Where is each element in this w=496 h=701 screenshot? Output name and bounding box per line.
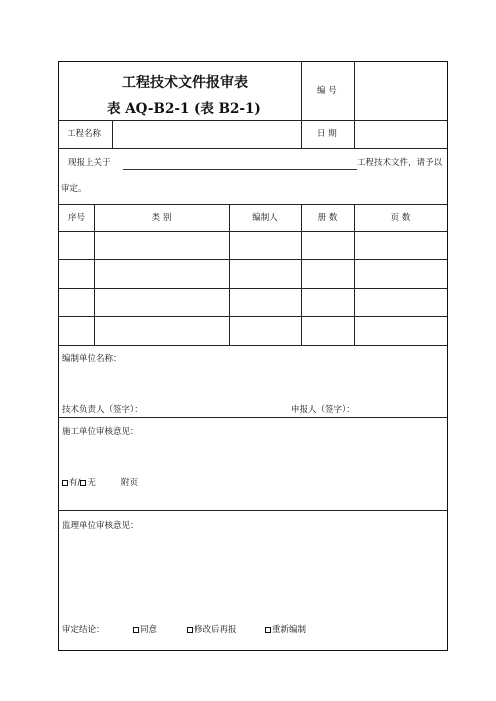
document-name-blank[interactable] (123, 169, 357, 170)
table-row[interactable] (59, 317, 447, 345)
header-compiler: 编制人 (252, 213, 278, 223)
date-field[interactable] (355, 121, 446, 147)
divider (59, 510, 447, 511)
table-row[interactable] (59, 232, 447, 259)
number-field[interactable] (355, 63, 446, 119)
project-name-label: 工程名称 (67, 129, 102, 139)
checkbox-revise[interactable] (187, 627, 193, 633)
option-agree[interactable]: 同意 (133, 626, 157, 635)
applicant-label: 申报人（签字）： (291, 405, 355, 415)
project-name-field[interactable] (113, 121, 300, 147)
header-index: 序号 (67, 213, 85, 223)
intro-suffix: 工程技术文件，请予以 (357, 158, 443, 168)
form-code: 表 AQ-B2-1 (表 B2-1) (107, 101, 261, 117)
construction-review-label: 施工单位审核意见： (62, 427, 139, 437)
number-label: 编 号 (317, 86, 337, 96)
table-row[interactable] (59, 260, 447, 288)
compiler-unit-label: 编制单位名称： (62, 354, 122, 364)
option-revise[interactable]: 修改后再报 (187, 626, 237, 635)
header-pages: 页 数 (390, 213, 411, 223)
conclusion-label: 审定结论： (62, 625, 105, 635)
supervision-review-label: 监理单位审核意见： (62, 521, 139, 531)
header-volumes: 册 数 (317, 213, 338, 223)
checkbox-no[interactable] (80, 480, 86, 486)
form-title: 工程技术文件报审表 (122, 75, 248, 91)
intro-prefix: 现报上关于 (68, 158, 111, 168)
divider (59, 345, 447, 346)
submission-form (58, 61, 448, 651)
checkbox-agree[interactable] (133, 627, 139, 633)
attachment-label: 附页 (121, 478, 139, 488)
header-category: 类 别 (151, 213, 172, 223)
divider (59, 148, 447, 149)
tech-lead-label: 技术负责人（签字）： (62, 405, 143, 415)
divider (59, 204, 447, 205)
intro-line2: 审定。 (61, 184, 87, 194)
divider (301, 62, 302, 148)
checkbox-redo[interactable] (265, 627, 271, 633)
option-redo[interactable]: 重新编制 (265, 626, 306, 635)
divider (59, 417, 447, 418)
checkbox-yes[interactable] (62, 480, 68, 486)
table-row[interactable] (59, 289, 447, 316)
attachment-option: 有/ 无 (62, 479, 96, 488)
date-label: 日 期 (317, 129, 337, 139)
